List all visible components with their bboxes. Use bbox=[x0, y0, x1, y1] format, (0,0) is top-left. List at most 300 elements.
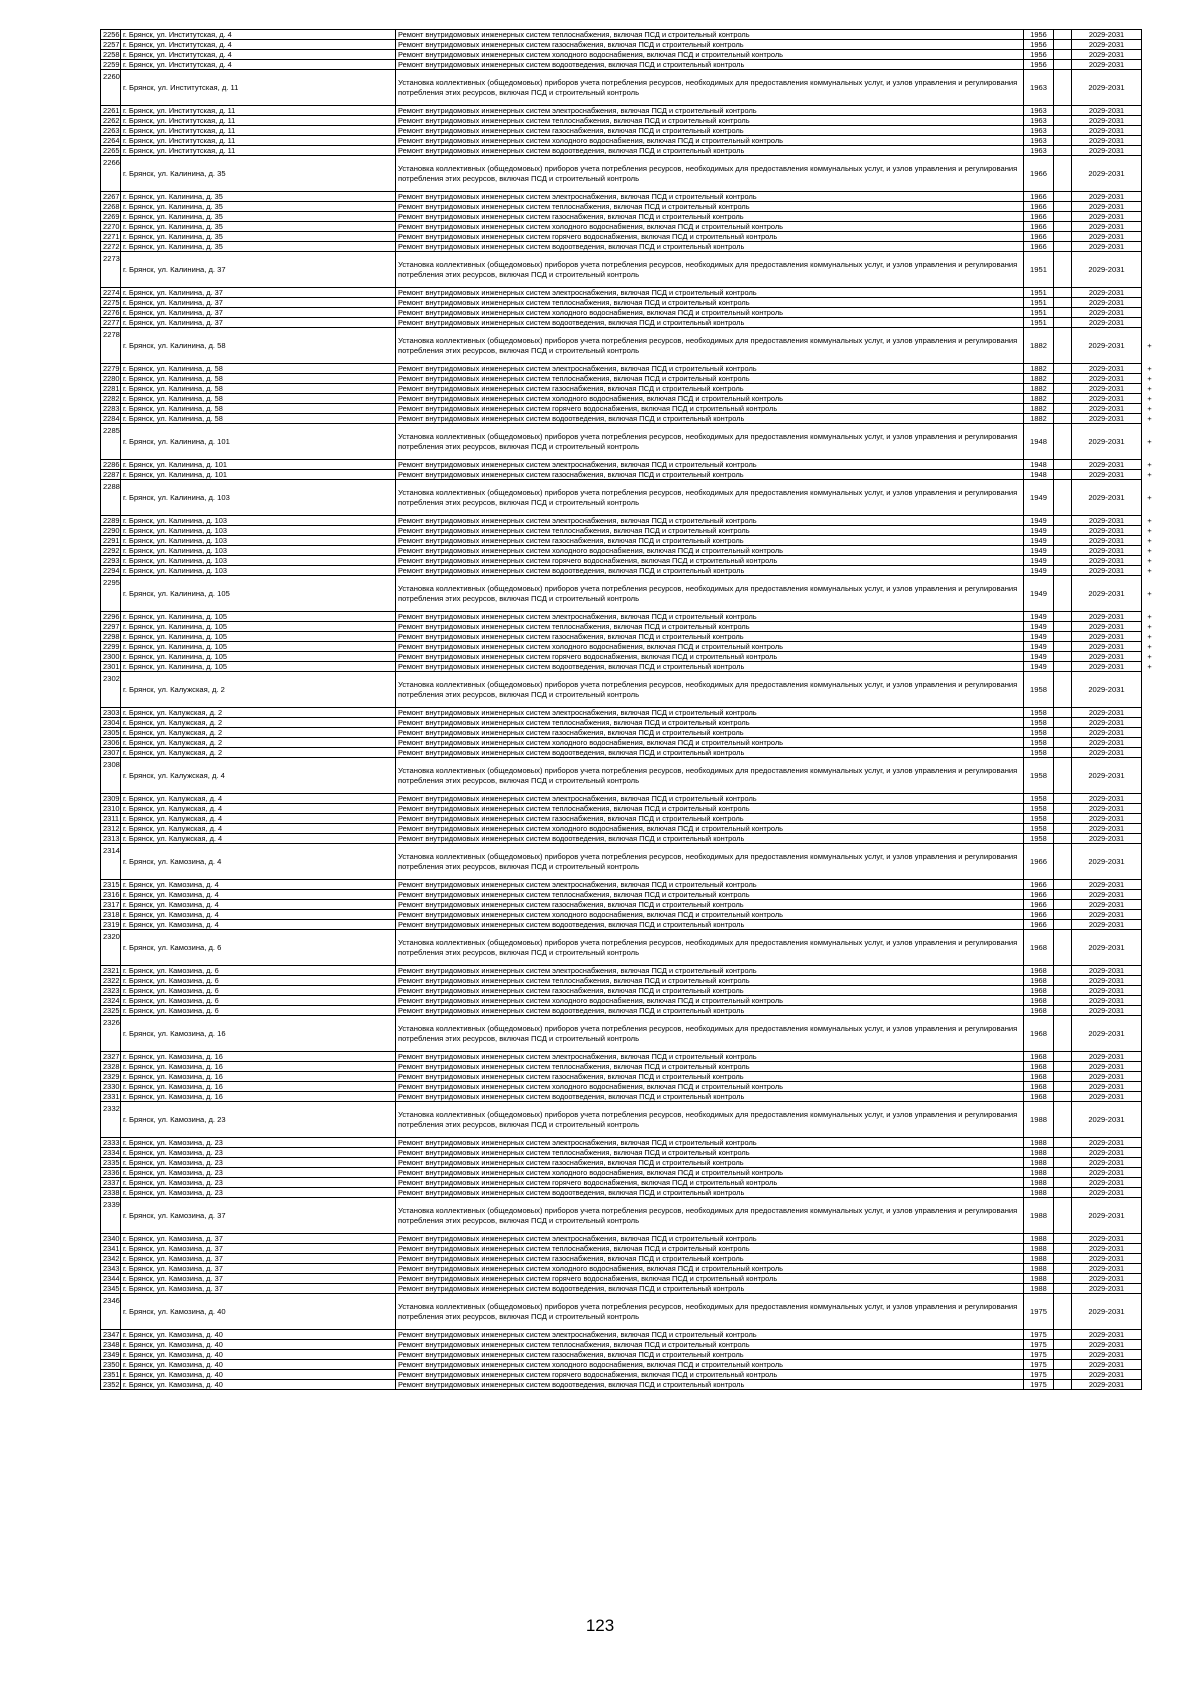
build-year-cell: 1949 bbox=[1024, 652, 1054, 662]
mark-cell bbox=[1142, 1188, 1158, 1198]
work-description-cell: Установка коллективных (общедомовых) приборов учета потребления ресурсов, необходимых для предоставления коммунальных услуг, и узлов управления и регулирования потребления этих ресурсов, включая ПСД и строительный контроль bbox=[396, 930, 1024, 966]
address-cell: г. Брянск, ул. Институтская, д. 11 bbox=[121, 146, 396, 156]
work-description-cell: Установка коллективных (общедомовых) приборов учета потребления ресурсов, необходимых для предоставления коммунальных услуг, и узлов управления и регулирования потребления этих ресурсов, включая ПСД и строительный контроль bbox=[396, 480, 1024, 516]
table-row bbox=[101, 1188, 1158, 1198]
row-number: 2268 bbox=[101, 202, 121, 212]
mark-cell: + bbox=[1147, 556, 1152, 565]
row-number: 2334 bbox=[101, 1148, 121, 1158]
address-cell: г. Брянск, ул. Калужская, д. 4 bbox=[121, 814, 396, 824]
build-year-cell: 1958 bbox=[1024, 748, 1054, 758]
build-year-cell: 1958 bbox=[1024, 824, 1054, 834]
build-year-cell: 1882 bbox=[1024, 328, 1054, 364]
empty-cell bbox=[1054, 804, 1072, 814]
row-number: 2331 bbox=[101, 1092, 121, 1102]
mark-cell bbox=[1142, 1360, 1158, 1370]
row-number: 2317 bbox=[101, 900, 121, 910]
mark-cell bbox=[1142, 986, 1158, 996]
work-description-cell: Установка коллективных (общедомовых) приборов учета потребления ресурсов, необходимых для предоставления коммунальных услуг, и узлов управления и регулирования потребления этих ресурсов, включая ПСД и строительный контроль bbox=[396, 672, 1024, 708]
table-row bbox=[101, 40, 1158, 50]
address-cell: г. Брянск, ул. Камозина, д. 6 bbox=[121, 1006, 396, 1016]
work-description-cell: Ремонт внутридомовых инженерных систем холодного водоснабжения, включая ПСД и строительный контроль bbox=[396, 1360, 1024, 1370]
mark-cell bbox=[1142, 1340, 1158, 1350]
table-row bbox=[101, 1294, 1158, 1330]
table-row bbox=[101, 1092, 1158, 1102]
mark-cell bbox=[1142, 1158, 1158, 1168]
period-cell: 2029-2031 bbox=[1072, 612, 1142, 622]
work-description-cell: Ремонт внутридомовых инженерных систем электроснабжения, включая ПСД и строительный контроль bbox=[396, 106, 1024, 116]
build-year-cell: 1958 bbox=[1024, 708, 1054, 718]
build-year-cell: 1949 bbox=[1024, 632, 1054, 642]
period-cell: 2029-2031 bbox=[1072, 156, 1142, 192]
table-row bbox=[101, 920, 1158, 930]
build-year-cell: 1958 bbox=[1024, 758, 1054, 794]
period-cell: 2029-2031 bbox=[1072, 202, 1142, 212]
period-cell: 2029-2031 bbox=[1072, 136, 1142, 146]
row-number: 2287 bbox=[101, 470, 121, 480]
period-cell: 2029-2031 bbox=[1072, 930, 1142, 966]
work-schedule-table bbox=[100, 29, 1158, 1390]
period-cell: 2029-2031 bbox=[1072, 126, 1142, 136]
mark-cell bbox=[1142, 748, 1158, 758]
mark-cell bbox=[1142, 222, 1158, 232]
address-cell: г. Брянск, ул. Институтская, д. 4 bbox=[121, 40, 396, 50]
address-cell: г. Брянск, ул. Калинина, д. 101 bbox=[121, 460, 396, 470]
table-row bbox=[101, 1082, 1158, 1092]
mark-cell: + bbox=[1147, 374, 1152, 383]
build-year-cell: 1968 bbox=[1024, 1052, 1054, 1062]
empty-cell bbox=[1054, 662, 1072, 672]
address-cell: г. Брянск, ул. Калинина, д. 105 bbox=[121, 652, 396, 662]
row-number: 2271 bbox=[101, 232, 121, 242]
build-year-cell: 1882 bbox=[1024, 364, 1054, 374]
address-cell: г. Брянск, ул. Камозина, д. 40 bbox=[121, 1380, 396, 1390]
mark-cell bbox=[1142, 242, 1158, 252]
row-number: 2346 bbox=[101, 1294, 121, 1330]
work-description-cell: Ремонт внутридомовых инженерных систем электроснабжения, включая ПСД и строительный контроль bbox=[396, 1234, 1024, 1244]
address-cell: г. Брянск, ул. Камозина, д. 23 bbox=[121, 1178, 396, 1188]
work-description-cell: Ремонт внутридомовых инженерных систем электроснабжения, включая ПСД и строительный контроль bbox=[396, 192, 1024, 202]
build-year-cell: 1968 bbox=[1024, 1062, 1054, 1072]
period-cell: 2029-2031 bbox=[1072, 470, 1142, 480]
mark-cell bbox=[1142, 1284, 1158, 1294]
build-year-cell: 1951 bbox=[1024, 298, 1054, 308]
row-number: 2305 bbox=[101, 728, 121, 738]
work-description-cell: Ремонт внутридомовых инженерных систем водоотведения, включая ПСД и строительный контроль bbox=[396, 834, 1024, 844]
address-cell: г. Брянск, ул. Калинина, д. 35 bbox=[121, 232, 396, 242]
empty-cell bbox=[1054, 252, 1072, 288]
mark-cell: + bbox=[1147, 526, 1152, 535]
build-year-cell: 1968 bbox=[1024, 1092, 1054, 1102]
table-row bbox=[101, 1360, 1158, 1370]
row-number: 2278 bbox=[101, 328, 121, 364]
work-description-cell: Ремонт внутридомовых инженерных систем водоотведения, включая ПСД и строительный контроль bbox=[396, 146, 1024, 156]
period-cell: 2029-2031 bbox=[1072, 1168, 1142, 1178]
period-cell: 2029-2031 bbox=[1072, 556, 1142, 566]
row-number: 2266 bbox=[101, 156, 121, 192]
empty-cell bbox=[1054, 880, 1072, 890]
period-cell: 2029-2031 bbox=[1072, 1284, 1142, 1294]
address-cell: г. Брянск, ул. Калинина, д. 105 bbox=[121, 622, 396, 632]
build-year-cell: 1988 bbox=[1024, 1274, 1054, 1284]
period-cell: 2029-2031 bbox=[1072, 252, 1142, 288]
build-year-cell: 1975 bbox=[1024, 1350, 1054, 1360]
empty-cell bbox=[1054, 930, 1072, 966]
period-cell: 2029-2031 bbox=[1072, 116, 1142, 126]
table-row bbox=[101, 1168, 1158, 1178]
row-number: 2264 bbox=[101, 136, 121, 146]
address-cell: г. Брянск, ул. Камозина, д. 16 bbox=[121, 1072, 396, 1082]
period-cell: 2029-2031 bbox=[1072, 794, 1142, 804]
row-number: 2347 bbox=[101, 1330, 121, 1340]
period-cell: 2029-2031 bbox=[1072, 966, 1142, 976]
table-row bbox=[101, 308, 1158, 318]
address-cell: г. Брянск, ул. Калужская, д. 2 bbox=[121, 728, 396, 738]
empty-cell bbox=[1054, 672, 1072, 708]
mark-cell: + bbox=[1147, 662, 1152, 671]
period-cell: 2029-2031 bbox=[1072, 30, 1142, 40]
table-row bbox=[101, 394, 1158, 404]
work-description-cell: Ремонт внутридомовых инженерных систем электроснабжения, включая ПСД и строительный контроль bbox=[396, 1330, 1024, 1340]
address-cell: г. Брянск, ул. Институтская, д. 11 bbox=[121, 126, 396, 136]
address-cell: г. Брянск, ул. Институтская, д. 4 bbox=[121, 50, 396, 60]
work-description-cell: Ремонт внутридомовых инженерных систем водоотведения, включая ПСД и строительный контроль bbox=[396, 566, 1024, 576]
build-year-cell: 1988 bbox=[1024, 1198, 1054, 1234]
empty-cell bbox=[1054, 424, 1072, 460]
work-description-cell: Ремонт внутридомовых инженерных систем водоотведения, включая ПСД и строительный контроль bbox=[396, 318, 1024, 328]
build-year-cell: 1956 bbox=[1024, 50, 1054, 60]
address-cell: г. Брянск, ул. Камозина, д. 23 bbox=[121, 1148, 396, 1158]
empty-cell bbox=[1054, 516, 1072, 526]
address-cell: г. Брянск, ул. Калинина, д. 37 bbox=[121, 288, 396, 298]
build-year-cell: 1963 bbox=[1024, 70, 1054, 106]
table-row bbox=[101, 566, 1158, 576]
table-row bbox=[101, 1102, 1158, 1138]
mark-cell bbox=[1142, 1178, 1158, 1188]
row-number: 2352 bbox=[101, 1380, 121, 1390]
mark-cell bbox=[1142, 156, 1158, 192]
work-description-cell: Ремонт внутридомовых инженерных систем электроснабжения, включая ПСД и строительный контроль bbox=[396, 794, 1024, 804]
mark-cell bbox=[1142, 976, 1158, 986]
address-cell: г. Брянск, ул. Камозина, д. 4 bbox=[121, 900, 396, 910]
mark-cell: + bbox=[1147, 460, 1152, 469]
table-row bbox=[101, 222, 1158, 232]
row-number: 2294 bbox=[101, 566, 121, 576]
empty-cell bbox=[1054, 30, 1072, 40]
mark-cell: + bbox=[1147, 384, 1152, 393]
mark-cell: + bbox=[1147, 414, 1152, 423]
period-cell: 2029-2031 bbox=[1072, 1016, 1142, 1052]
row-number: 2299 bbox=[101, 642, 121, 652]
mark-cell: + bbox=[1147, 436, 1152, 446]
work-description-cell: Ремонт внутридомовых инженерных систем теплоснабжения, включая ПСД и строительный контроль bbox=[396, 718, 1024, 728]
empty-cell bbox=[1054, 1148, 1072, 1158]
build-year-cell: 1951 bbox=[1024, 252, 1054, 288]
build-year-cell: 1958 bbox=[1024, 672, 1054, 708]
row-number: 2314 bbox=[101, 844, 121, 880]
address-cell: г. Брянск, ул. Камозина, д. 37 bbox=[121, 1254, 396, 1264]
build-year-cell: 1968 bbox=[1024, 1072, 1054, 1082]
mark-cell: + bbox=[1147, 364, 1152, 373]
period-cell: 2029-2031 bbox=[1072, 414, 1142, 424]
address-cell: г. Брянск, ул. Калинина, д. 58 bbox=[121, 364, 396, 374]
empty-cell bbox=[1054, 1380, 1072, 1390]
period-cell: 2029-2031 bbox=[1072, 566, 1142, 576]
table-row bbox=[101, 136, 1158, 146]
table-row bbox=[101, 622, 1158, 632]
table-row bbox=[101, 662, 1158, 672]
period-cell: 2029-2031 bbox=[1072, 622, 1142, 632]
row-number: 2315 bbox=[101, 880, 121, 890]
work-description-cell: Ремонт внутридомовых инженерных систем электроснабжения, включая ПСД и строительный контроль bbox=[396, 364, 1024, 374]
table-row bbox=[101, 50, 1158, 60]
period-cell: 2029-2031 bbox=[1072, 1370, 1142, 1380]
work-description-cell: Ремонт внутридомовых инженерных систем водоотведения, включая ПСД и строительный контроль bbox=[396, 60, 1024, 70]
table-row bbox=[101, 1148, 1158, 1158]
period-cell: 2029-2031 bbox=[1072, 844, 1142, 880]
row-number: 2332 bbox=[101, 1102, 121, 1138]
row-number: 2341 bbox=[101, 1244, 121, 1254]
build-year-cell: 1949 bbox=[1024, 566, 1054, 576]
period-cell: 2029-2031 bbox=[1072, 1052, 1142, 1062]
mark-cell: + bbox=[1147, 652, 1152, 661]
empty-cell bbox=[1054, 576, 1072, 612]
row-number: 2297 bbox=[101, 622, 121, 632]
build-year-cell: 1949 bbox=[1024, 556, 1054, 566]
row-number: 2319 bbox=[101, 920, 121, 930]
address-cell: г. Брянск, ул. Институтская, д. 11 bbox=[121, 116, 396, 126]
table-row bbox=[101, 126, 1158, 136]
mark-cell bbox=[1142, 728, 1158, 738]
table-row bbox=[101, 1284, 1158, 1294]
table-row bbox=[101, 288, 1158, 298]
row-number: 2258 bbox=[101, 50, 121, 60]
table-row bbox=[101, 652, 1158, 662]
address-cell: г. Брянск, ул. Калинина, д. 35 bbox=[121, 222, 396, 232]
address-cell: г. Брянск, ул. Калинина, д. 37 bbox=[121, 308, 396, 318]
address-cell: г. Брянск, ул. Камозина, д. 23 bbox=[121, 1138, 396, 1148]
build-year-cell: 1988 bbox=[1024, 1254, 1054, 1264]
period-cell: 2029-2031 bbox=[1072, 298, 1142, 308]
table-row bbox=[101, 814, 1158, 824]
period-cell: 2029-2031 bbox=[1072, 364, 1142, 374]
table-row bbox=[101, 374, 1158, 384]
table-row bbox=[101, 632, 1158, 642]
mark-cell bbox=[1142, 116, 1158, 126]
empty-cell bbox=[1054, 1360, 1072, 1370]
address-cell: г. Брянск, ул. Камозина, д. 23 bbox=[121, 1102, 396, 1138]
work-description-cell: Ремонт внутридомовых инженерных систем водоотведения, включая ПСД и строительный контроль bbox=[396, 1380, 1024, 1390]
work-description-cell: Ремонт внутридомовых инженерных систем холодного водоснабжения, включая ПСД и строительный контроль bbox=[396, 738, 1024, 748]
empty-cell bbox=[1054, 976, 1072, 986]
table-row bbox=[101, 470, 1158, 480]
address-cell: г. Брянск, ул. Калинина, д. 35 bbox=[121, 202, 396, 212]
period-cell: 2029-2031 bbox=[1072, 394, 1142, 404]
period-cell: 2029-2031 bbox=[1072, 920, 1142, 930]
period-cell: 2029-2031 bbox=[1072, 404, 1142, 414]
empty-cell bbox=[1054, 192, 1072, 202]
build-year-cell: 1948 bbox=[1024, 424, 1054, 460]
build-year-cell: 1975 bbox=[1024, 1340, 1054, 1350]
period-cell: 2029-2031 bbox=[1072, 1082, 1142, 1092]
empty-cell bbox=[1054, 1082, 1072, 1092]
address-cell: г. Брянск, ул. Калинина, д. 103 bbox=[121, 546, 396, 556]
empty-cell bbox=[1054, 40, 1072, 50]
address-cell: г. Брянск, ул. Калинина, д. 103 bbox=[121, 516, 396, 526]
empty-cell bbox=[1054, 794, 1072, 804]
period-cell: 2029-2031 bbox=[1072, 384, 1142, 394]
page-number: 123 bbox=[585, 1616, 615, 1635]
empty-cell bbox=[1054, 1016, 1072, 1052]
period-cell: 2029-2031 bbox=[1072, 232, 1142, 242]
period-cell: 2029-2031 bbox=[1072, 738, 1142, 748]
period-cell: 2029-2031 bbox=[1072, 814, 1142, 824]
work-description-cell: Ремонт внутридомовых инженерных систем холодного водоснабжения, включая ПСД и строительный контроль bbox=[396, 996, 1024, 1006]
build-year-cell: 1968 bbox=[1024, 996, 1054, 1006]
address-cell: г. Брянск, ул. Камозина, д. 6 bbox=[121, 966, 396, 976]
period-cell: 2029-2031 bbox=[1072, 318, 1142, 328]
table-row bbox=[101, 536, 1158, 546]
table-row bbox=[101, 1016, 1158, 1052]
empty-cell bbox=[1054, 824, 1072, 834]
build-year-cell: 1949 bbox=[1024, 536, 1054, 546]
address-cell: г. Брянск, ул. Калужская, д. 4 bbox=[121, 794, 396, 804]
address-cell: г. Брянск, ул. Калинина, д. 58 bbox=[121, 404, 396, 414]
empty-cell bbox=[1054, 136, 1072, 146]
period-cell: 2029-2031 bbox=[1072, 536, 1142, 546]
work-description-cell: Ремонт внутридомовых инженерных систем горячего водоснабжения, включая ПСД и строительный контроль bbox=[396, 1370, 1024, 1380]
build-year-cell: 1966 bbox=[1024, 222, 1054, 232]
work-description-cell: Установка коллективных (общедомовых) приборов учета потребления ресурсов, необходимых для предоставления коммунальных услуг, и узлов управления и регулирования потребления этих ресурсов, включая ПСД и строительный контроль bbox=[396, 1198, 1024, 1234]
mark-cell: + bbox=[1147, 492, 1152, 502]
table-row bbox=[101, 414, 1158, 424]
work-description-cell: Ремонт внутридомовых инженерных систем газоснабжения, включая ПСД и строительный контроль bbox=[396, 900, 1024, 910]
period-cell: 2029-2031 bbox=[1072, 1330, 1142, 1340]
build-year-cell: 1958 bbox=[1024, 728, 1054, 738]
mark-cell bbox=[1142, 1234, 1158, 1244]
table-row bbox=[101, 966, 1158, 976]
address-cell: г. Брянск, ул. Камозина, д. 37 bbox=[121, 1198, 396, 1234]
empty-cell bbox=[1054, 718, 1072, 728]
address-cell: г. Брянск, ул. Калинина, д. 35 bbox=[121, 212, 396, 222]
work-description-cell: Установка коллективных (общедомовых) приборов учета потребления ресурсов, необходимых для предоставления коммунальных услуг, и узлов управления и регулирования потребления этих ресурсов, включая ПСД и строительный контроль bbox=[396, 1102, 1024, 1138]
work-description-cell: Ремонт внутридомовых инженерных систем водоотведения, включая ПСД и строительный контроль bbox=[396, 662, 1024, 672]
mark-cell: + bbox=[1147, 642, 1152, 651]
mark-cell bbox=[1142, 1052, 1158, 1062]
work-description-cell: Ремонт внутридомовых инженерных систем теплоснабжения, включая ПСД и строительный контроль bbox=[396, 1062, 1024, 1072]
mark-cell bbox=[1142, 136, 1158, 146]
mark-cell bbox=[1142, 146, 1158, 156]
table-row bbox=[101, 480, 1158, 516]
table-row bbox=[101, 30, 1158, 40]
empty-cell bbox=[1054, 1254, 1072, 1264]
empty-cell bbox=[1054, 738, 1072, 748]
mark-cell bbox=[1142, 1294, 1158, 1330]
mark-cell bbox=[1142, 232, 1158, 242]
period-cell: 2029-2031 bbox=[1072, 642, 1142, 652]
row-number: 2273 bbox=[101, 252, 121, 288]
empty-cell bbox=[1054, 1006, 1072, 1016]
table-row bbox=[101, 612, 1158, 622]
row-number: 2324 bbox=[101, 996, 121, 1006]
empty-cell bbox=[1054, 308, 1072, 318]
work-description-cell: Ремонт внутридомовых инженерных систем водоотведения, включая ПСД и строительный контроль bbox=[396, 1284, 1024, 1294]
build-year-cell: 1958 bbox=[1024, 718, 1054, 728]
period-cell: 2029-2031 bbox=[1072, 1178, 1142, 1188]
work-description-cell: Ремонт внутридомовых инженерных систем газоснабжения, включая ПСД и строительный контроль bbox=[396, 536, 1024, 546]
row-number: 2342 bbox=[101, 1254, 121, 1264]
table-row bbox=[101, 910, 1158, 920]
empty-cell bbox=[1054, 1158, 1072, 1168]
empty-cell bbox=[1054, 298, 1072, 308]
empty-cell bbox=[1054, 546, 1072, 556]
build-year-cell: 1968 bbox=[1024, 1016, 1054, 1052]
row-number: 2304 bbox=[101, 718, 121, 728]
empty-cell bbox=[1054, 384, 1072, 394]
work-description-cell: Ремонт внутридомовых инженерных систем холодного водоснабжения, включая ПСД и строительный контроль bbox=[396, 642, 1024, 652]
empty-cell bbox=[1054, 890, 1072, 900]
row-number: 2289 bbox=[101, 516, 121, 526]
address-cell: г. Брянск, ул. Камозина, д. 4 bbox=[121, 890, 396, 900]
period-cell: 2029-2031 bbox=[1072, 1006, 1142, 1016]
row-number: 2286 bbox=[101, 460, 121, 470]
work-description-cell: Ремонт внутридомовых инженерных систем электроснабжения, включая ПСД и строительный контроль bbox=[396, 880, 1024, 890]
mark-cell bbox=[1142, 1148, 1158, 1158]
empty-cell bbox=[1054, 1062, 1072, 1072]
build-year-cell: 1949 bbox=[1024, 526, 1054, 536]
empty-cell bbox=[1054, 156, 1072, 192]
table-row bbox=[101, 364, 1158, 374]
table-body bbox=[101, 30, 1158, 1390]
table-row bbox=[101, 1178, 1158, 1188]
address-cell: г. Брянск, ул. Калужская, д. 4 bbox=[121, 804, 396, 814]
empty-cell bbox=[1054, 1138, 1072, 1148]
mark-cell bbox=[1142, 1254, 1158, 1264]
mark-cell bbox=[1142, 880, 1158, 890]
work-description-cell: Установка коллективных (общедомовых) приборов учета потребления ресурсов, необходимых для предоставления коммунальных услуг, и узлов управления и регулирования потребления этих ресурсов, включая ПСД и строительный контроль bbox=[396, 328, 1024, 364]
period-cell: 2029-2031 bbox=[1072, 1198, 1142, 1234]
work-description-cell: Ремонт внутридомовых инженерных систем теплоснабжения, включая ПСД и строительный контроль bbox=[396, 526, 1024, 536]
table-row bbox=[101, 546, 1158, 556]
period-cell: 2029-2031 bbox=[1072, 1380, 1142, 1390]
row-number: 2290 bbox=[101, 526, 121, 536]
work-description-cell: Установка коллективных (общедомовых) приборов учета потребления ресурсов, необходимых для предоставления коммунальных услуг, и узлов управления и регулирования потребления этих ресурсов, включая ПСД и строительный контроль bbox=[396, 70, 1024, 106]
address-cell: г. Брянск, ул. Калинина, д. 101 bbox=[121, 424, 396, 460]
table-row bbox=[101, 1340, 1158, 1350]
period-cell: 2029-2031 bbox=[1072, 672, 1142, 708]
build-year-cell: 1949 bbox=[1024, 612, 1054, 622]
build-year-cell: 1949 bbox=[1024, 642, 1054, 652]
row-number: 2281 bbox=[101, 384, 121, 394]
work-description-cell: Ремонт внутридомовых инженерных систем холодного водоснабжения, включая ПСД и строительный контроль bbox=[396, 824, 1024, 834]
period-cell: 2029-2031 bbox=[1072, 834, 1142, 844]
row-number: 2272 bbox=[101, 242, 121, 252]
address-cell: г. Брянск, ул. Калинина, д. 58 bbox=[121, 384, 396, 394]
build-year-cell: 1949 bbox=[1024, 516, 1054, 526]
work-description-cell: Ремонт внутридомовых инженерных систем холодного водоснабжения, включая ПСД и строительный контроль bbox=[396, 1082, 1024, 1092]
table-row bbox=[101, 202, 1158, 212]
period-cell: 2029-2031 bbox=[1072, 728, 1142, 738]
address-cell: г. Брянск, ул. Камозина, д. 37 bbox=[121, 1284, 396, 1294]
table-row bbox=[101, 1198, 1158, 1234]
table-row bbox=[101, 404, 1158, 414]
address-cell: г. Брянск, ул. Камозина, д. 40 bbox=[121, 1370, 396, 1380]
build-year-cell: 1882 bbox=[1024, 374, 1054, 384]
row-number: 2300 bbox=[101, 652, 121, 662]
period-cell: 2029-2031 bbox=[1072, 652, 1142, 662]
build-year-cell: 1951 bbox=[1024, 318, 1054, 328]
build-year-cell: 1963 bbox=[1024, 116, 1054, 126]
mark-cell bbox=[1142, 1168, 1158, 1178]
